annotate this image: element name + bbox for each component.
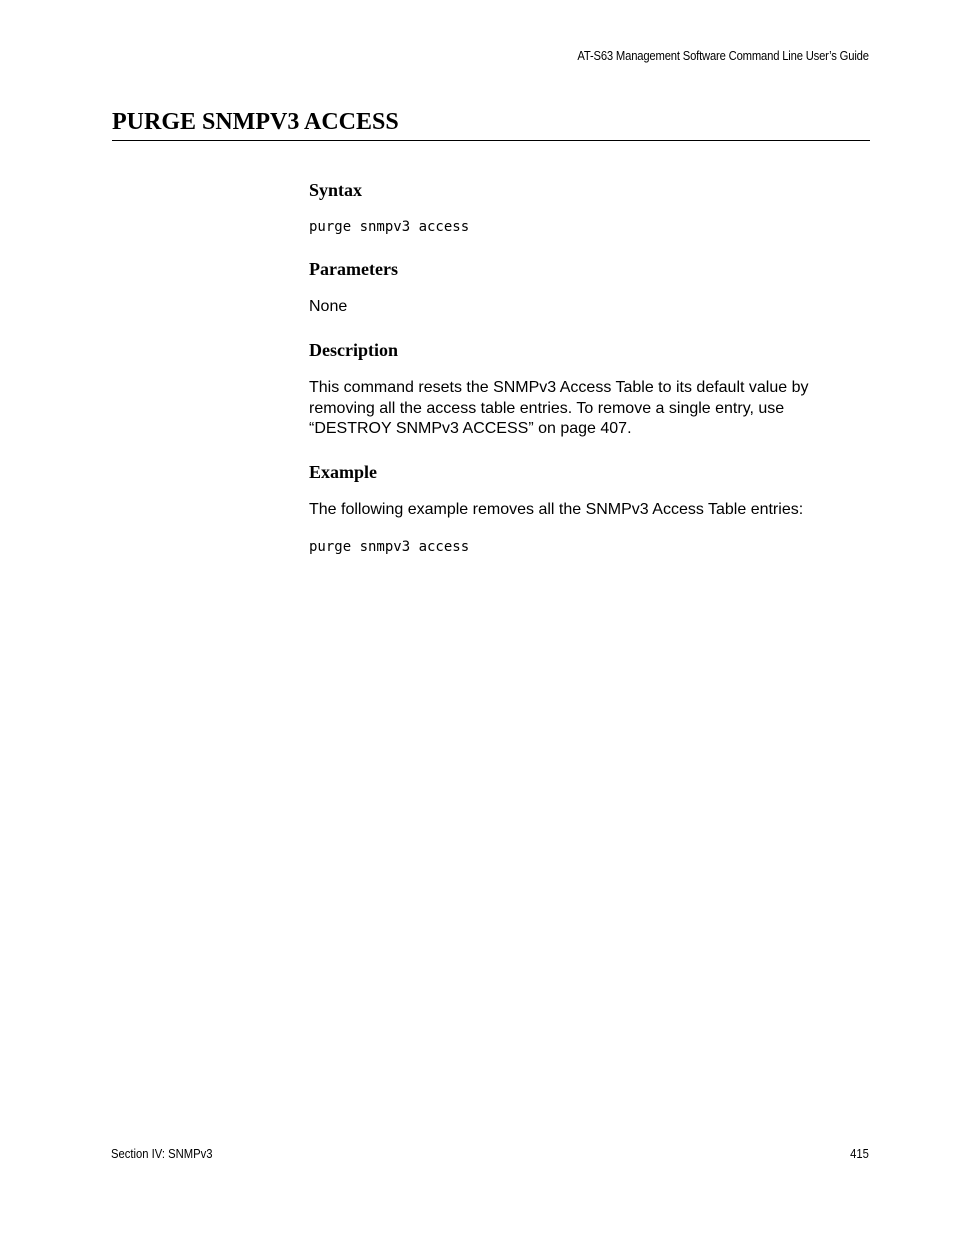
- description-text: This command resets the SNMPv3 Access Table to its default value by removing all the access table entries. To remove a single entry, use “DESTROY SNMPv3 ACCESS” on page 407.: [309, 379, 809, 437]
- syntax-heading: Syntax: [309, 180, 363, 200]
- running-header: AT-S63 Management Software Command Line User’s Guide: [577, 49, 869, 63]
- example-code: purge snmpv3 access: [309, 539, 470, 555]
- description-heading: Description: [309, 340, 398, 360]
- example-text: The following example removes all the SNMPv3 Access Table entries:: [309, 501, 804, 518]
- parameters-heading: Parameters: [309, 259, 398, 279]
- syntax-code: purge snmpv3 access: [309, 219, 470, 235]
- page-title: PURGE SNMPV3 ACCESS: [112, 109, 399, 135]
- footer-section-label: Section IV: SNMPv3: [111, 1147, 213, 1161]
- example-heading: Example: [309, 462, 378, 482]
- parameters-text: None: [309, 298, 348, 315]
- footer-page-number: 415: [850, 1147, 869, 1161]
- title-divider: [112, 140, 870, 141]
